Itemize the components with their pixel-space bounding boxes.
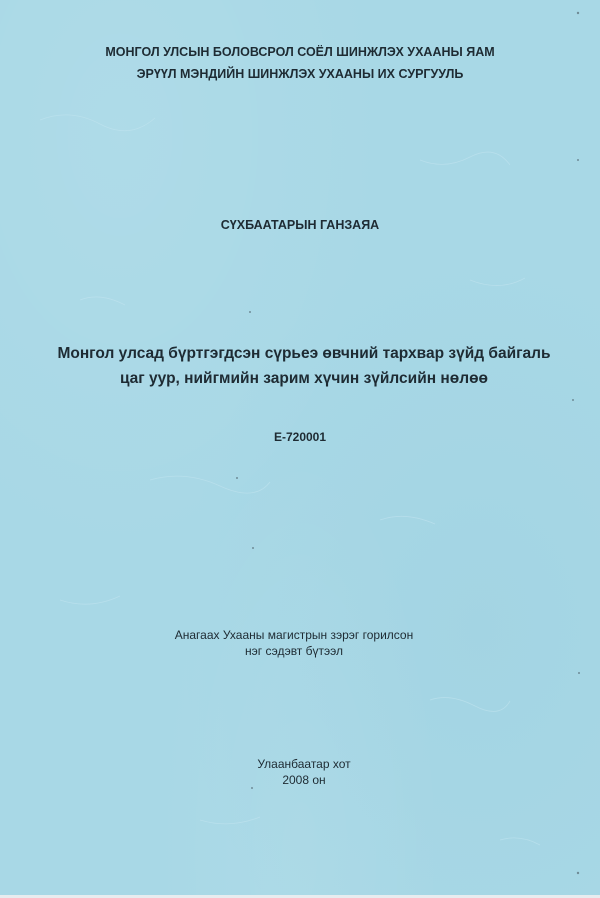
ministry-name: МОНГОЛ УЛСЫН БОЛОВСРОЛ СОЁЛ ШИНЖЛЭХ УХААНЫ ЯАМ <box>105 45 495 59</box>
city-name: Улаанбаатар хот <box>257 757 351 771</box>
author-name: СҮХБААТАРЫН ГАНЗАЯА <box>220 218 380 232</box>
thesis-title-line-2: цаг уур, нийгмийн зарим хүчин зүйлсийн нөлөө <box>119 370 489 387</box>
thesis-title-line-1: Монгол улсад бүртгэгдсэн сүрьеэ өвчний тархвар зүйд байгаль <box>57 345 551 362</box>
publication-year: 2008 он <box>282 773 326 787</box>
degree-statement-line-1: Анагаах Ухааны магистрын зэрэг горилсон <box>174 628 414 642</box>
classification-code: E-720001 <box>273 430 327 444</box>
university-name: ЭРҮҮЛ МЭНДИЙН ШИНЖЛЭХ УХААНЫ ИХ СУРГУУЛЬ <box>136 67 464 81</box>
degree-statement-line-2: нэг сэдэвт бүтээл <box>244 644 343 658</box>
